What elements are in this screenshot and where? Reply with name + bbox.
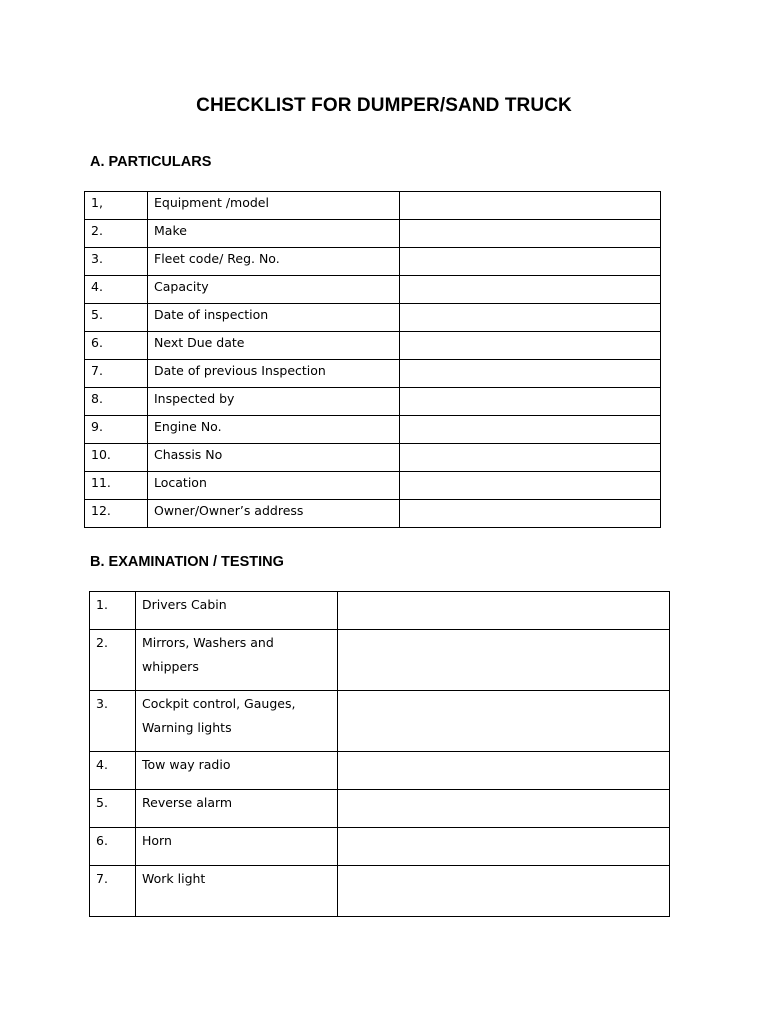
row-number: 11.: [85, 472, 148, 500]
row-value-cell[interactable]: [400, 276, 661, 304]
row-value-cell[interactable]: [400, 472, 661, 500]
row-label-line: Work light: [142, 871, 206, 886]
row-label: [136, 630, 338, 691]
row-label-line: Horn: [142, 833, 172, 848]
table-row: [85, 220, 661, 248]
table-row: [85, 388, 661, 416]
row-value-cell[interactable]: [400, 248, 661, 276]
table-row: [85, 332, 661, 360]
row-number: 7.: [90, 866, 136, 917]
table-row: [85, 248, 661, 276]
row-label: Location: [148, 472, 400, 500]
table-row: [85, 360, 661, 388]
row-label: Date of previous Inspection: [148, 360, 400, 388]
row-label: [136, 790, 338, 828]
row-number: 4.: [85, 276, 148, 304]
row-number: 8.: [85, 388, 148, 416]
table-row: [85, 472, 661, 500]
row-number: 6.: [90, 828, 136, 866]
table-row: [90, 828, 670, 866]
table-row: [90, 866, 670, 917]
table-row: [85, 304, 661, 332]
row-number: 3.: [90, 691, 136, 752]
particulars-table: [84, 191, 661, 528]
row-value-cell[interactable]: [338, 630, 670, 691]
row-value-cell[interactable]: [400, 304, 661, 332]
row-label: [136, 592, 338, 630]
row-value-cell[interactable]: [338, 752, 670, 790]
row-value-cell[interactable]: [400, 416, 661, 444]
table-row: [85, 276, 661, 304]
table-row: [90, 592, 670, 630]
row-value-cell[interactable]: [338, 790, 670, 828]
row-number: 1.: [90, 592, 136, 630]
row-value-cell[interactable]: [400, 500, 661, 528]
table-row: [90, 752, 670, 790]
row-value-cell[interactable]: [400, 444, 661, 472]
row-label-line: Warning lights: [142, 720, 232, 735]
table-row: [85, 444, 661, 472]
row-number: 1,: [85, 192, 148, 220]
row-label: Chassis No: [148, 444, 400, 472]
row-number: 4.: [90, 752, 136, 790]
row-number: 10.: [85, 444, 148, 472]
row-label-line: Tow way radio: [142, 757, 231, 772]
row-value-cell[interactable]: [400, 388, 661, 416]
row-label: Next Due date: [148, 332, 400, 360]
table-row: [85, 500, 661, 528]
row-label: [136, 752, 338, 790]
row-label-line: Cockpit control, Gauges,: [142, 696, 296, 711]
row-label-line: Drivers Cabin: [142, 597, 227, 612]
row-number: 5.: [85, 304, 148, 332]
document-title: CHECKLIST FOR DUMPER/SAND TRUCK: [196, 95, 572, 116]
row-value-cell[interactable]: [400, 220, 661, 248]
table-row: [85, 192, 661, 220]
row-label: Fleet code/ Reg. No.: [148, 248, 400, 276]
table-row: [90, 630, 670, 691]
table-row: [90, 691, 670, 752]
row-value-cell[interactable]: [338, 828, 670, 866]
row-value-cell[interactable]: [400, 360, 661, 388]
row-label-line: Reverse alarm: [142, 795, 233, 810]
row-label: Date of inspection: [148, 304, 400, 332]
row-label: [136, 828, 338, 866]
row-label: Owner/Owner’s address: [148, 500, 400, 528]
examination-table: [89, 591, 670, 917]
row-value-cell[interactable]: [338, 592, 670, 630]
row-number: 9.: [85, 416, 148, 444]
row-number: 2.: [90, 630, 136, 691]
row-number: 7.: [85, 360, 148, 388]
row-label: Capacity: [148, 276, 400, 304]
row-label: Make: [148, 220, 400, 248]
row-label: [136, 691, 338, 752]
row-label: Engine No.: [148, 416, 400, 444]
row-number: 6.: [85, 332, 148, 360]
row-label-line: Mirrors, Washers and: [142, 635, 274, 650]
row-value-cell[interactable]: [338, 866, 670, 917]
section-a-heading: A. PARTICULARS: [90, 154, 212, 170]
row-label: Equipment /model: [148, 192, 400, 220]
row-number: 5.: [90, 790, 136, 828]
row-label: [136, 866, 338, 917]
row-value-cell[interactable]: [400, 192, 661, 220]
section-b-heading: B. EXAMINATION / TESTING: [90, 554, 284, 570]
row-value-cell[interactable]: [338, 691, 670, 752]
row-value-cell[interactable]: [400, 332, 661, 360]
row-label-line: whippers: [142, 659, 199, 674]
row-number: 2.: [85, 220, 148, 248]
table-row: [85, 416, 661, 444]
row-number: 12.: [85, 500, 148, 528]
row-label: Inspected by: [148, 388, 400, 416]
row-number: 3.: [85, 248, 148, 276]
table-row: [90, 790, 670, 828]
